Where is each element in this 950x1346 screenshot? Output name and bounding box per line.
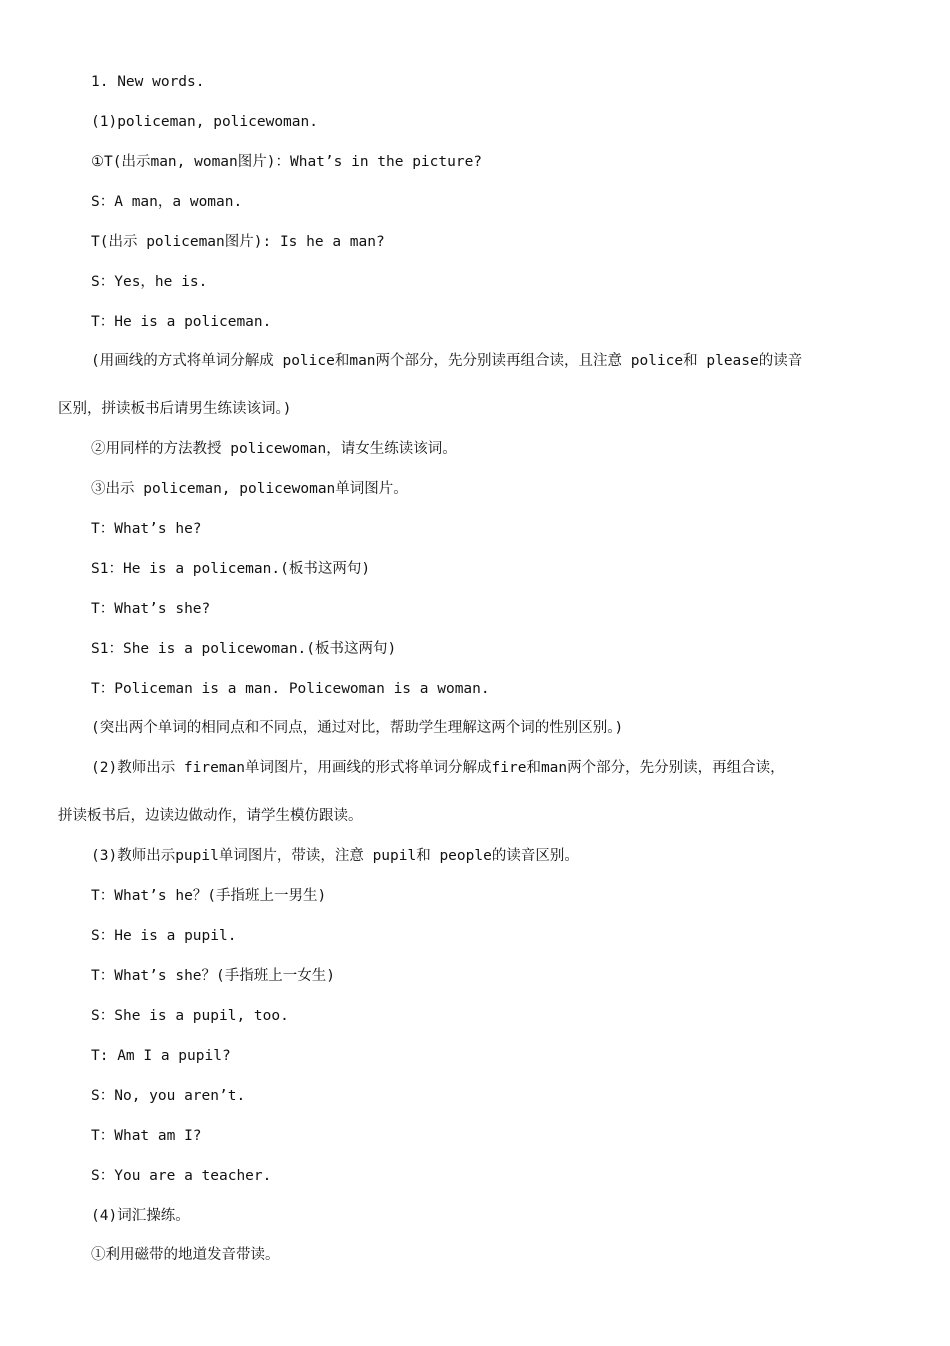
section-heading-new-words: 1. New words.: [91, 74, 205, 90]
step-line: ②用同样的方法教授 policewoman，请女生练读该词。: [91, 441, 457, 457]
dialogue-line: S：A man，a woman.: [91, 194, 243, 210]
dialogue-line: T：He is a policeman.: [91, 314, 272, 330]
step-line: ③出示 policeman, policewoman单词图片。: [91, 481, 408, 497]
note-paragraph: (突出两个单词的相同点和不同点，通过对比，帮助学生理解这两个词的性别区别。): [91, 720, 624, 736]
subsection-vocabulary-practice: (4)词汇操练。: [91, 1208, 190, 1224]
dialogue-line: S：You are a teacher.: [91, 1168, 272, 1184]
dialogue-line: T：What am I?: [91, 1128, 202, 1144]
dialogue-line: T：Policeman is a man. Policewoman is a woman.: [91, 681, 490, 697]
dialogue-line: T：What’s she?: [91, 601, 211, 617]
dialogue-line: S：Yes，he is.: [91, 274, 208, 290]
subsection-fireman: (2)教师出示 fireman单词图片，用画线的形式将单词分解成fire和man两个部分，先分别读，再组合读，: [91, 760, 785, 776]
dialogue-line: ①T(出示man, woman图片)：What’s in the picture?: [91, 154, 483, 170]
dialogue-line: S：He is a pupil.: [91, 928, 237, 944]
dialogue-line: T: Am I a pupil?: [91, 1048, 231, 1064]
dialogue-line: S：She is a pupil, too.: [91, 1008, 289, 1024]
subsection-fireman-continued: 拼读板书后，边读边做动作，请学生模仿跟读。: [58, 808, 363, 824]
note-paragraph: (用画线的方式将单词分解成 police和man两个部分，先分别读再组合读，且注意 police和 please的读音: [91, 353, 803, 369]
dialogue-line: T(出示 policeman图片): Is he a man?: [91, 234, 385, 250]
subsection-policeman: (1)policeman, policewoman.: [91, 114, 318, 130]
dialogue-line: T：What’s she？(手指班上一女生): [91, 968, 335, 984]
dialogue-line: S1：He is a policeman.(板书这两句): [91, 561, 371, 577]
dialogue-line: T：What’s he?: [91, 521, 202, 537]
dialogue-line: T：What’s he？(手指班上一男生): [91, 888, 327, 904]
subsection-pupil: (3)教师出示pupil单词图片，带读，注意 pupil和 people的读音区别。: [91, 848, 579, 864]
step-line: ①利用磁带的地道发音带读。: [91, 1247, 280, 1263]
dialogue-line: S1：She is a policewoman.(板书这两句): [91, 641, 397, 657]
dialogue-line: S：No, you aren’t.: [91, 1088, 246, 1104]
note-paragraph-continued: 区别，拼读板书后请男生练读该词。): [58, 401, 292, 417]
